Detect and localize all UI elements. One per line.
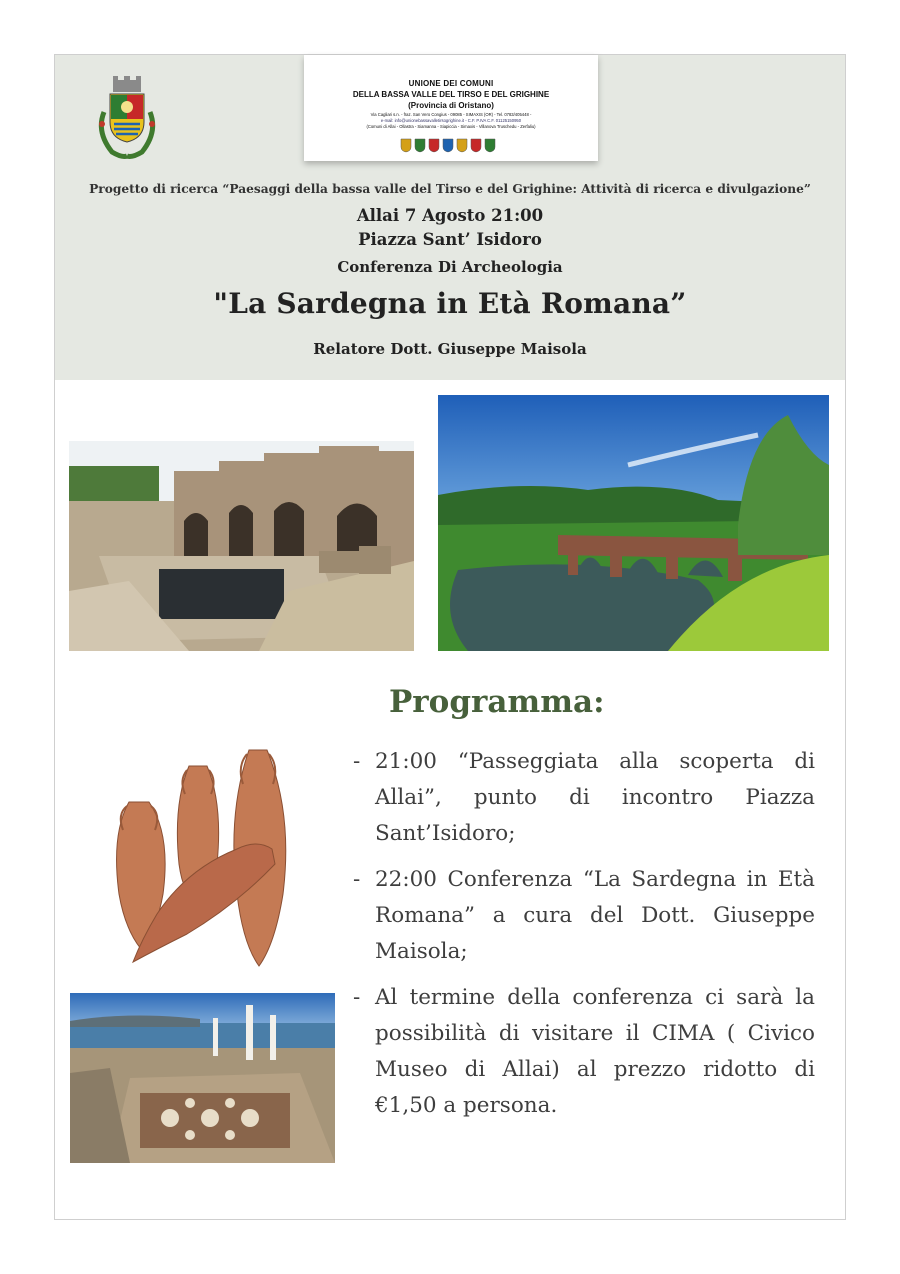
programme-item-text: Al termine della conferenza ci sarà la possibilità di visitare il CIMA ( Civico Museo di Allai) al prezzo ridotto di €1,50 a persona. (375, 985, 815, 1118)
union-subname: DELLA BASSA VALLE DEL TIRSO E DEL GRIGHINE (352, 90, 550, 99)
programme-item-text: 21:00 “Passeggiata alla scoperta di Allai”, punto di incontro Piazza Sant’Isidoro; (375, 749, 815, 846)
union-comuni: (Comuni di Allai - Ollastra - Siamanna - Siapiccia - Simaxis - Villanova Truschedu - Zerfaliu) (366, 124, 536, 129)
list-dash: - (353, 749, 361, 774)
columns-mosaic-photo (70, 993, 335, 1163)
comuni-shields-icon (399, 137, 503, 153)
union-name: UNIONE DEI COMUNI (408, 79, 494, 88)
event-speaker: Relatore Dott. Giuseppe Maisola (313, 340, 587, 358)
event-type: Conferenza Di Archeologia (337, 258, 563, 276)
event-date-time: Allai 7 Agosto 21:00 (356, 206, 544, 225)
union-letterhead (304, 55, 598, 161)
list-dash: - (353, 985, 361, 1010)
programme-item-text: 22:00 Conferenza “La Sardegna in Età Romana” a cura del Dott. Giuseppe Maisola; (375, 867, 815, 964)
programme-item (353, 980, 815, 1124)
event-title: "La Sardegna in Età Romana” (213, 287, 687, 320)
event-place: Piazza Sant’ Isidoro (358, 230, 542, 249)
programme-heading: Programma: (389, 684, 605, 720)
union-province: (Provincia di Oristano) (408, 101, 494, 110)
roman-bridge-photo (438, 395, 829, 651)
list-dash: - (353, 867, 361, 892)
programme-list (353, 744, 815, 1134)
amphorae-photo (97, 744, 319, 970)
union-contact: e-mail: info@unionebassavalletirsogrighine.it - C.F. P.IVA C.F. 01125150950 (380, 118, 522, 123)
union-address: Via Cagliari s.n. - fraz. San Vero Congius - 09085 - SIMAXIS (OR) - Tel. 0783/405448 - (370, 112, 532, 117)
municipal-crest-icon (94, 72, 160, 160)
programme-item (353, 862, 815, 970)
project-line: Progetto di ricerca “Paesaggi della bassa valle del Tirso e del Grighine: Attività di ricerca e divulgazione” (89, 182, 811, 196)
roman-baths-photo (69, 441, 414, 651)
programme-item (353, 744, 815, 852)
